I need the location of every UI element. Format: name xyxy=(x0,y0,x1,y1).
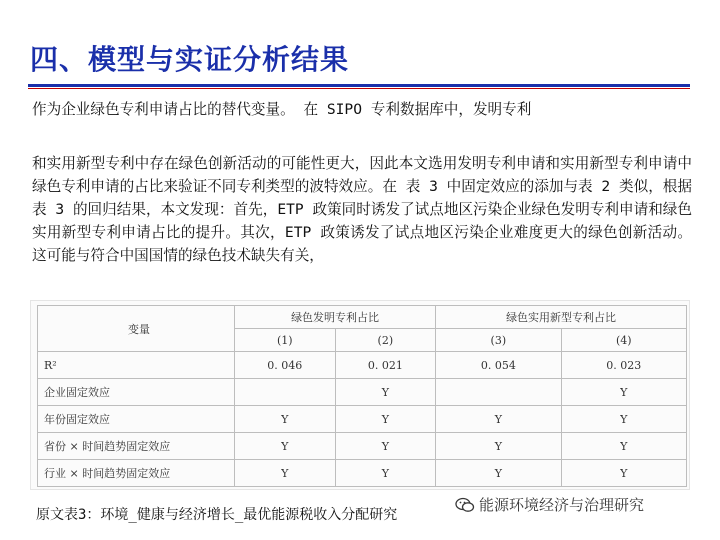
table-cell xyxy=(436,379,561,406)
row-label: 企业固定效应 xyxy=(38,379,235,406)
title-accent-line xyxy=(28,88,690,89)
table-cell: Y xyxy=(335,379,436,406)
group-header-invention: 绿色发明专利占比 xyxy=(235,306,436,329)
table-cell: 0. 046 xyxy=(235,352,336,379)
source-note: 原文表3：环境_健康与经济增长_最优能源税收入分配研究 xyxy=(36,507,398,523)
row-label: 省份 × 时间趋势固定效应 xyxy=(38,433,235,460)
row-label: 行业 × 时间趋势固定效应 xyxy=(38,460,235,487)
regression-table-image xyxy=(30,300,690,490)
paragraph-1: 作为企业绿色专利申请占比的替代变量。 在 SIPO 专利数据库中，发明专利 xyxy=(32,101,532,118)
table-row xyxy=(38,406,687,433)
wechat-watermark xyxy=(455,494,644,515)
table-cell: 0. 054 xyxy=(436,352,561,379)
regression-table xyxy=(37,305,687,487)
table-row xyxy=(38,460,687,487)
table-cell: Y xyxy=(436,460,561,487)
row-label: R² xyxy=(38,352,235,379)
table-cell: Y xyxy=(335,460,436,487)
column-header: (2) xyxy=(335,329,436,352)
slide-title: 四、模型与实证分析结果 xyxy=(30,43,350,76)
table-header-row xyxy=(38,306,687,329)
table-cell: Y xyxy=(436,433,561,460)
watermark-text: 能源环境经济与治理研究 xyxy=(479,496,645,514)
table-row xyxy=(38,433,687,460)
table-cell: 0. 023 xyxy=(561,352,686,379)
title-underline xyxy=(28,84,690,87)
table-cell: Y xyxy=(436,406,561,433)
column-header: (4) xyxy=(561,329,686,352)
table-cell: Y xyxy=(335,433,436,460)
table-cell: Y xyxy=(235,406,336,433)
table-cell: Y xyxy=(561,460,686,487)
table-row xyxy=(38,352,687,379)
table-cell: Y xyxy=(235,433,336,460)
row-label: 年份固定效应 xyxy=(38,406,235,433)
variable-header: 变量 xyxy=(38,306,235,352)
table-cell: Y xyxy=(561,406,686,433)
table-cell: Y xyxy=(561,379,686,406)
table-cell: Y xyxy=(235,460,336,487)
table-cell: Y xyxy=(561,433,686,460)
paragraph-2: 和实用新型专利中存在绿色创新活动的可能性更大，因此本文选用发明专利申请和实用新型专利申请中绿色专利申请的占比来验证不同专利类型的波特效应。在 表 3 中固定效应的添加与表 2 类似，根据表 3 的回归结果，本文发现：首先，ETP 政策同时诱发了试点地区污染企业绿色发明专利申请和绿色实用新型专利申请占比的提升。其次，ETP 政策诱发了试点地区污染企业难度更大的绿色创新活动。这可能与符合中国国情的绿色技术缺失有关， xyxy=(32,155,692,264)
table-row xyxy=(38,379,687,406)
group-header-utility: 绿色实用新型专利占比 xyxy=(436,306,687,329)
table-cell xyxy=(235,379,336,406)
column-header: (3) xyxy=(436,329,561,352)
table-cell: 0. 021 xyxy=(335,352,436,379)
wechat-logo-icon xyxy=(455,497,475,513)
column-header: (1) xyxy=(235,329,336,352)
table-cell: Y xyxy=(335,406,436,433)
